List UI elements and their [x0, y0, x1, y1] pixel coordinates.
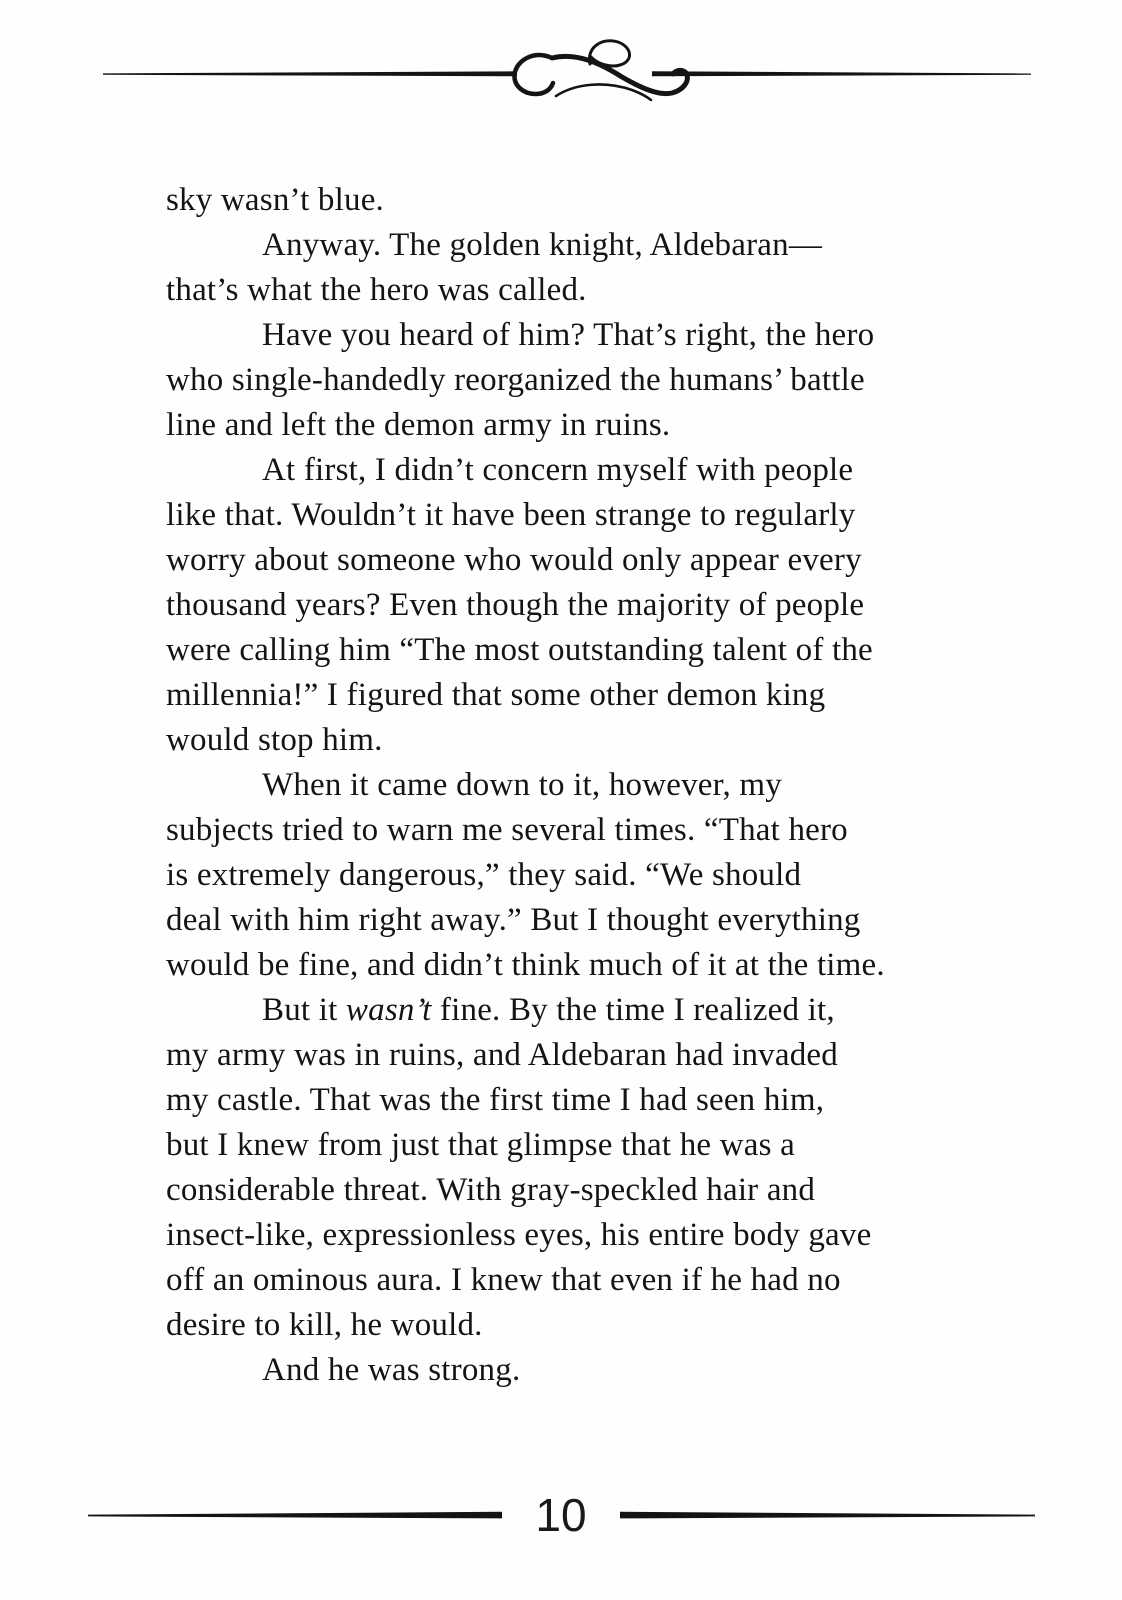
text-segment: millennia!” I figured that some other demon king: [166, 677, 826, 713]
text-line: [166, 763, 976, 808]
text-line: [166, 1033, 976, 1078]
page-number: 10: [535, 1489, 587, 1541]
text-line: [166, 358, 976, 403]
text-line: [166, 1258, 976, 1303]
text-line: [166, 223, 976, 268]
text-segment: fine. By the time I realized it,: [431, 992, 835, 1028]
text-line: [166, 313, 976, 358]
text-line: [166, 628, 976, 673]
text-segment: that’s what the hero was called.: [166, 272, 587, 308]
header-flourish-divider: [0, 0, 1122, 140]
text-line: [166, 853, 976, 898]
flourish-icon: [515, 41, 688, 100]
text-line: [166, 268, 976, 313]
text-line: [166, 493, 976, 538]
text-segment: my army was in ruins, and Aldebaran had invaded: [166, 1037, 838, 1073]
text-segment: worry about someone who would only appear every: [166, 542, 862, 578]
text-segment: were calling him “The most outstanding talent of the: [166, 632, 873, 668]
header-rule-right: [652, 71, 1031, 76]
text-segment: would stop him.: [166, 722, 383, 758]
text-line: [166, 988, 976, 1033]
text-line: [166, 943, 976, 988]
text-line: [166, 1303, 976, 1348]
text-line: [166, 583, 976, 628]
text-segment: desire to kill, he would.: [166, 1307, 483, 1343]
text-segment: my castle. That was the first time I had seen him,: [166, 1082, 825, 1118]
text-segment: sky wasn’t blue.: [166, 182, 384, 218]
text-line: [166, 1123, 976, 1168]
text-segment: considerable threat. With gray-speckled hair and: [166, 1172, 816, 1208]
text-segment: When it came down to it, however, my: [262, 767, 782, 803]
text-segment: line and left the demon army in ruins.: [166, 407, 671, 443]
text-line: [166, 1348, 976, 1393]
text-segment: off an ominous aura. I knew that even if he had no: [166, 1262, 841, 1298]
text-line: [166, 538, 976, 583]
text-line: [166, 673, 976, 718]
text-segment: is extremely dangerous,” they said. “We should: [166, 857, 802, 893]
text-line: [166, 403, 976, 448]
text-segment: And he was strong.: [262, 1352, 521, 1388]
text-segment: thousand years? Even though the majority of people: [166, 587, 865, 623]
text-segment: like that. Wouldn’t it have been strange to regularly: [166, 497, 856, 533]
text-segment: At first, I didn’t concern myself with people: [262, 452, 854, 488]
text-segment: deal with him right away.” But I thought everything: [166, 902, 861, 938]
text-line: [166, 1078, 976, 1123]
text-segment: who single-handedly reorganized the humans’ battle: [166, 362, 865, 398]
italic-text: wasn’t: [345, 992, 432, 1028]
text-line: [166, 718, 976, 763]
text-line: [166, 1213, 976, 1258]
header-rule-left: [103, 71, 517, 76]
text-segment: subjects tried to warn me several times. “That hero: [166, 812, 848, 848]
text-segment: but I knew from just that glimpse that he was a: [166, 1127, 795, 1163]
text-line: [166, 1168, 976, 1213]
text-segment: insect-like, expressionless eyes, his entire body gave: [166, 1217, 872, 1253]
page-footer: [0, 1440, 1122, 1560]
text-segment: Anyway. The golden knight, Aldebaran—: [262, 227, 823, 263]
text-line: [166, 178, 976, 223]
text-segment: Have you heard of him? That’s right, the hero: [262, 317, 875, 353]
text-segment: would be fine, and didn’t think much of it at the time.: [166, 947, 885, 983]
text-line: [166, 898, 976, 943]
text-segment: But it: [262, 992, 346, 1028]
text-line: [166, 808, 976, 853]
text-line: [166, 448, 976, 493]
body-text: [166, 178, 976, 1393]
